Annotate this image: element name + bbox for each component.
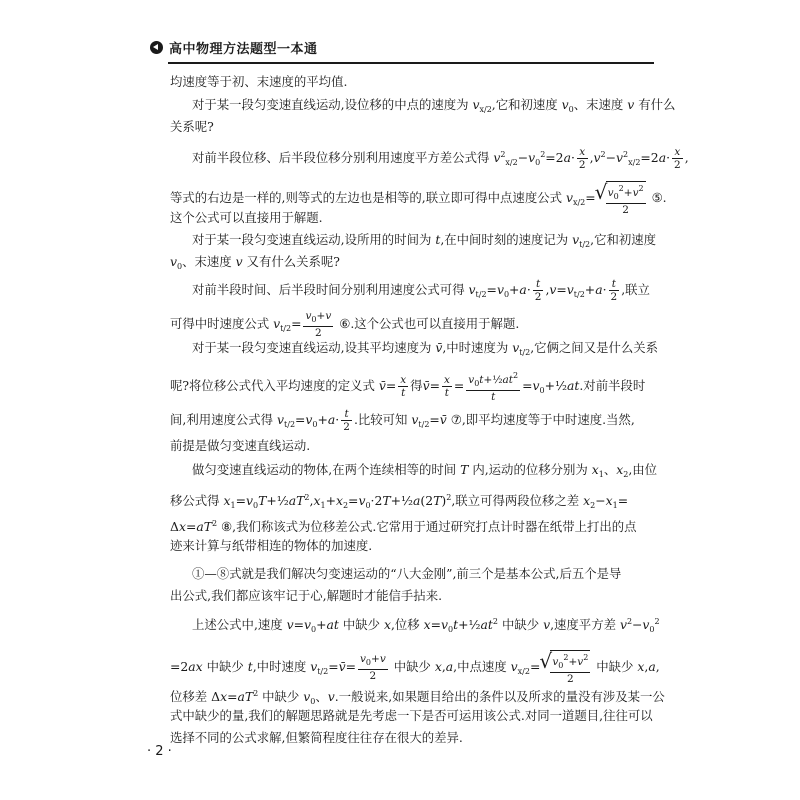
paragraph-line: 对前半段位移、后半段位移分别利用速度平方差公式得 $v^2_{x/2}-v_0^2=2a\cdot$ $\frac{x}{2}$ $,v^2-v^2_{x/2}=2a\cdot$ $\frac{x}{2}$ , bbox=[192, 146, 689, 171]
paragraph-line: 对于某一段匀变速直线运动,设位移的中点的速度为 $v_{x/2}$,它和初速度 $v_0$、末速度 v 有什么 bbox=[192, 97, 676, 114]
page-header bbox=[150, 38, 318, 57]
paragraph-line: =2ax 中缺少 t,中时速度 $v_{t/2}=v̄=$ $\frac{v_0+v}{2}$ 中缺少 x,a,中点速度 $v_{x/2}=$ √ $\frac{v_0^2+v^2}{2}$ 中缺少 x,a, bbox=[170, 650, 660, 685]
header-rule bbox=[168, 62, 654, 64]
paragraph-line: 可得中时速度公式 $v_{t/2}=$ $\frac{v_0+v}{2}$ ⑥.这个公式也可以直接用于解题. bbox=[170, 310, 520, 339]
paragraph-line: 做匀变速直线运动的物体,在两个连续相等的时间 T 内,运动的位移分别为 $x_1$、$x_2$,由位 bbox=[192, 462, 658, 479]
paragraph-line: 间,利用速度公式得 $v_{t/2}=v_0+a\cdot$ $\frac{t}{2}$ .比较可知 $v_{t/2}=v̄$ ⑦,即平均速度等于中时速度.当然, bbox=[170, 408, 635, 433]
paragraph-line: 选择不同的公式求解,但繁简程度往往存在很大的差异. bbox=[170, 730, 463, 745]
paragraph-line: 上述公式中,速度 $v=v_0+at$ 中缺少 x,位移 $x=v_0t+\frac{1}{2}at^2$ 中缺少 v,速度平方差 $v^2-v_0^2$ bbox=[192, 617, 660, 634]
paragraph-line: 呢?将位移公式代入平均速度的定义式 v̄= $\frac{x}{t}$ 得v̄= $\frac{x}{t}$ = $\frac{v_0t+\frac{1}{2}at^2}{t}$ $=v_0+\frac{1}{2}at$.对前半段时 bbox=[170, 371, 646, 403]
paragraph-line: ①—⑧式就是我们解决匀变速运动的“八大金刚”,前三个是基本公式,后五个是导 bbox=[192, 566, 622, 581]
paragraph-line: 对于某一段匀变速直线运动,设所用的时间为 t,在中间时刻的速度记为 $v_{t/2}$,它和初速度 bbox=[192, 232, 657, 249]
paragraph-line: 移公式得 $x_1=v_0T+\frac{1}{2}aT^2,x_1+x_2=v_0\cdot 2T+\frac{1}{2}a(2T)^2$,联立可得两段位移之差 $x_2-x_1=$ bbox=[170, 493, 629, 510]
paragraph-line: 这个公式可以直接用于解题. bbox=[170, 210, 323, 225]
paragraph-line: 关系呢? bbox=[170, 119, 214, 134]
paragraph-line: $\Delta x=aT^2$ ⑧,我们称该式为位移差公式.它常用于通过研究打点计时器在纸带上打出的点 bbox=[170, 519, 637, 534]
paragraph-line: 位移差 $\Delta x=aT^2$ 中缺少 $v_0$、v.一般说来,如果题目给出的条件以及所求的量没有涉及某一公 bbox=[170, 689, 665, 706]
paragraph-line: 对前半段时间、后半段时间分别利用速度公式可得 $v_{t/2}=v_0+a\cdot$ $\frac{t}{2}$ $,v=v_{t/2}+a\cdot$ $\frac{t}{2}$ ,联立 bbox=[192, 278, 650, 303]
page-number: · 2 · bbox=[147, 744, 172, 759]
paragraph-line: 式中缺少的量,我们的解题思路就是先考虑一下是否可运用该公式.对同一道题目,往往可以 bbox=[170, 708, 653, 723]
play-arrow-icon bbox=[150, 41, 163, 54]
paragraph-line: 对于某一段匀变速直线运动,设其平均速度为 v̄,中时速度为 $v_{t/2}$,它俩之间又是什么关系 bbox=[192, 340, 659, 357]
paragraph-line: 迹来计算与纸带相连的物体的加速度. bbox=[170, 538, 373, 553]
paragraph-line: 均速度等于初、末速度的平均值. bbox=[170, 74, 348, 89]
header-title: 高中物理方法题型一本通 bbox=[169, 42, 318, 57]
paragraph-line: 等式的右边是一样的,则等式的左边也是相等的,联立即可得中点速度公式 $v_{x/2}=$ √ $\frac{v_0^2+v^2}{2}$ ⑤. bbox=[170, 181, 667, 216]
paragraph-line: $v_0$、末速度 v 又有什么关系呢? bbox=[170, 254, 340, 271]
paragraph-line: 前提是做匀变速直线运动. bbox=[170, 438, 311, 453]
paragraph-line: 出公式,我们都应该牢记于心,解题时才能信手拈来. bbox=[170, 588, 443, 603]
